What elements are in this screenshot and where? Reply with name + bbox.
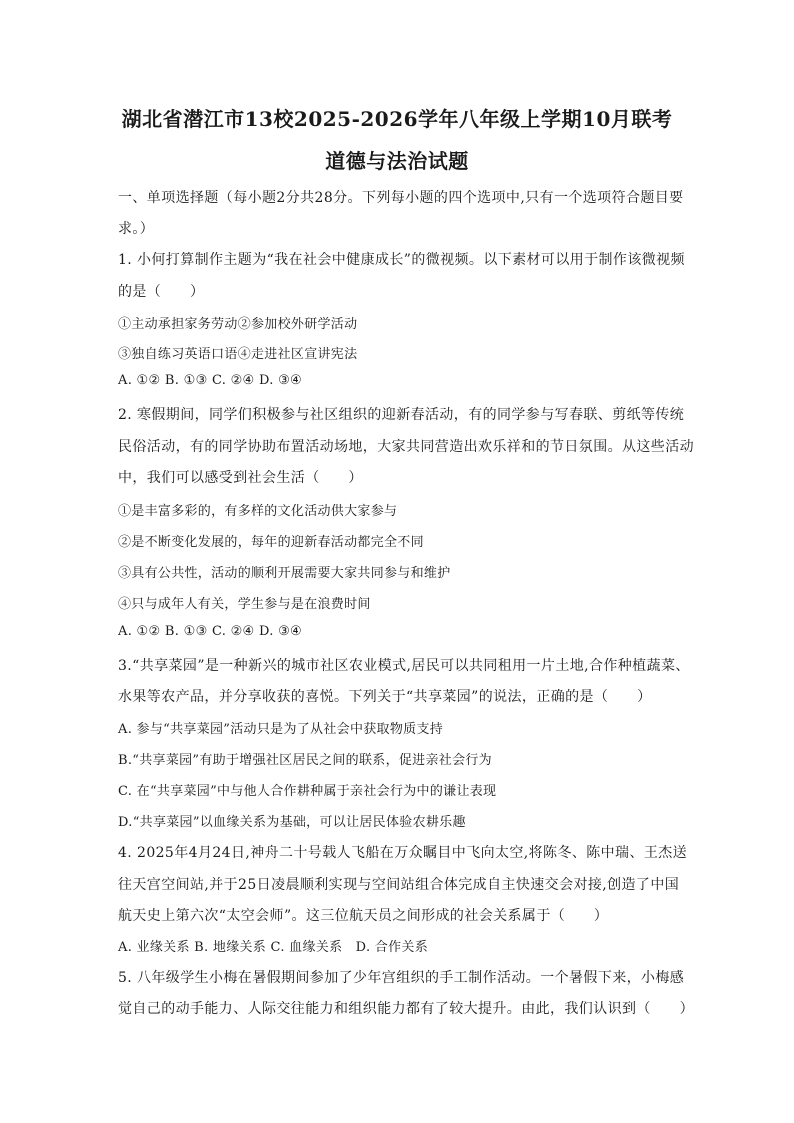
question-1-stem: 1. 小何打算制作主题为“我在社会中健康成长”的微视频。以下素材可以用于制作该微视频 xyxy=(118,252,685,268)
question-2-stem: 2. 寒假期间，同学们积极参与社区组织的迎新春活动，有的同学参与写春联、剪纸等传统 xyxy=(118,407,685,423)
question-1-stem: 的是（ ） xyxy=(118,284,205,300)
question-2-statement: ③具有公共性，活动的顺利开展需要大家共同参与和维护 xyxy=(118,566,451,581)
question-5-stem: 觉自己的动手能力、人际交往能力和组织能力都有了较大提升。由此，我们认识到（ ） xyxy=(118,1001,694,1017)
question-3-option-b: B.“共享菜园”有助于增强社区居民之间的联系，促进亲社会行为 xyxy=(118,753,492,768)
question-1-statement: ①主动承担家务劳动②参加校外研学活动 xyxy=(118,317,358,332)
question-2-statement: ②是不断变化发展的，每年的迎新春活动都完全不同 xyxy=(118,535,424,550)
question-2-statement: ④只与成年人有关，学生参与是在浪费时间 xyxy=(118,597,371,612)
question-3-option-d: D.“共享菜园”以血缘关系为基础，可以让居民体验农耕乐趣 xyxy=(118,815,466,830)
section-heading: 一、单项选择题（每小题2分共28分。下列每小题的四个选项中,只有一个选项符合题目要 xyxy=(118,190,684,206)
question-1-options: A. ①② B. ①③ C. ②④ D. ③④ xyxy=(118,373,302,388)
question-3-stem: 3.“共享菜园”是一种新兴的城市社区农业模式,居民可以共同租用一片土地,合作种植蔬菜、 xyxy=(118,658,690,674)
question-2-statement: ①是丰富多彩的，有多样的文化活动供大家参与 xyxy=(118,504,398,519)
document-title-line-2: 道德与法治试题 xyxy=(325,149,469,173)
question-4-options: A. 业缘关系 B. 地缘关系 C. 血缘关系 D. 合作关系 xyxy=(118,940,429,955)
question-2-stem: 民俗活动，有的同学协助布置活动场地，大家共同营造出欢乐祥和的节日氛围。从这些活动 xyxy=(118,439,694,455)
question-3-option-a: A. 参与“共享菜园”活动只是为了从社会中获取物质支持 xyxy=(118,722,444,737)
question-1-statement: ③独自练习英语口语④走进社区宣讲宪法 xyxy=(118,347,358,362)
document-title-line-1: 湖北省潜江市13校2025-2026学年八年级上学期10月联考 xyxy=(121,107,673,131)
question-4-stem: 航天史上第六次“太空会师”。这三位航天员之间形成的社会关系属于（ ） xyxy=(118,908,609,924)
question-4-stem: 往天宫空间站,并于25日凌晨顺利实现与空间站组合体完成自主快速交会对接,创造了中国 xyxy=(118,877,680,893)
question-3-stem: 水果等农产品，并分享收获的喜悦。下列关于“共享菜园”的说法，正确的是（ ） xyxy=(118,689,652,705)
question-3-option-c: C. 在“共享菜园”中与他人合作耕种属于亲社会行为中的谦让表现 xyxy=(118,784,497,799)
question-2-options: A. ①② B. ①③ C. ②④ D. ③④ xyxy=(118,624,302,639)
question-2-stem: 中，我们可以感受到社会生活（ ） xyxy=(118,470,363,486)
question-4-stem: 4. 2025年4月24日,神舟二十号载人飞船在万众瞩目中飞向太空,将陈冬、陈中瑞、王杰送 xyxy=(118,845,688,861)
section-heading-continued: 求。） xyxy=(118,221,155,237)
question-5-stem: 5. 八年级学生小梅在暑假期间参加了少年宫组织的手工制作活动。一个暑假下来，小梅感 xyxy=(118,970,685,986)
